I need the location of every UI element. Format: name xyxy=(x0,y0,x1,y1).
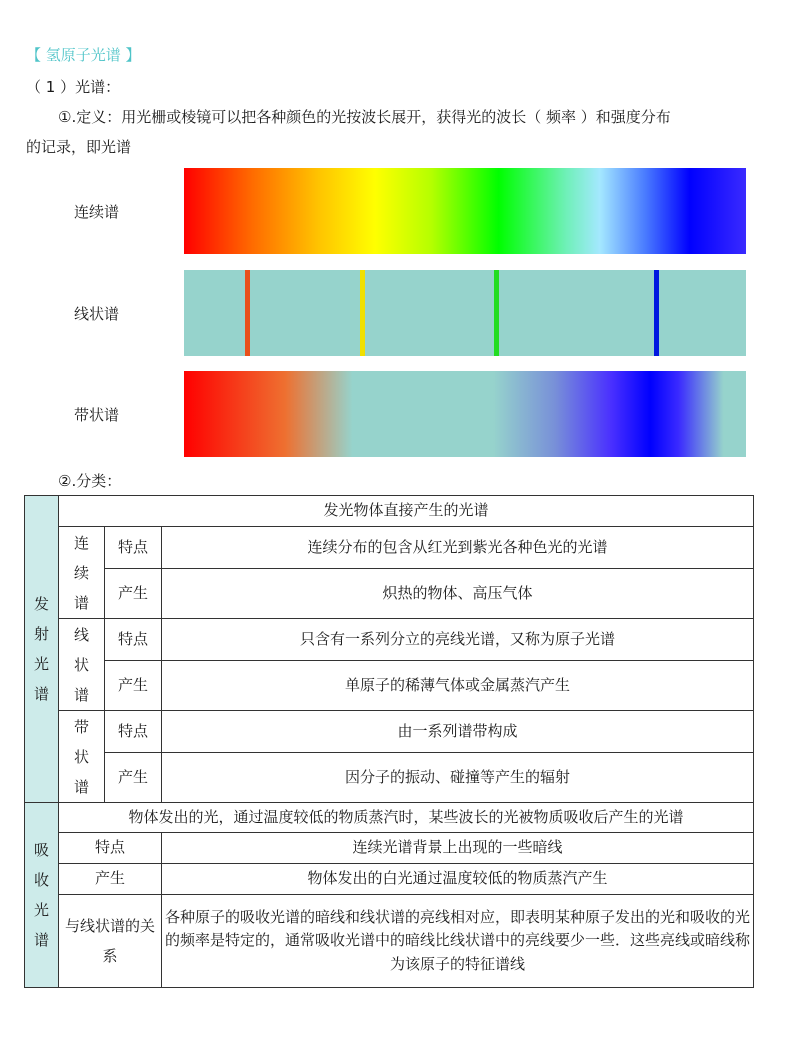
continuous-group-header: 连 续 谱 xyxy=(59,527,105,619)
band-spectrum-image xyxy=(184,371,746,457)
line-feature: 只含有一系列分立的亮线光谱，又称为原子光谱 xyxy=(162,619,754,661)
feature-label: 特点 xyxy=(105,619,162,661)
classification-title: ②.分类： xyxy=(58,472,122,490)
absorption-spectrum-header: 吸 收 光 谱 xyxy=(25,803,59,988)
continuous-spectrum-image xyxy=(184,168,746,254)
emission-line-red xyxy=(245,270,250,356)
absorption-source: 物体发出的白光通过温度较低的物质蒸汽产生 xyxy=(162,864,754,895)
definition-line-2: 的记录，即光谱 xyxy=(26,138,132,156)
continuous-feature: 连续分布的包含从红光到紫光各种色光的光谱 xyxy=(162,527,754,569)
absorption-feature: 连续光谱背景上出现的一些暗线 xyxy=(162,833,754,864)
subsection-title: （ 1 ）光谱： xyxy=(26,78,121,96)
emission-line-green xyxy=(494,270,499,356)
source-label: 产生 xyxy=(105,661,162,711)
source-label: 产生 xyxy=(59,864,162,895)
continuous-spectrum-label: 连续谱 xyxy=(74,203,120,221)
section-heading: 【 氢原子光谱 】 xyxy=(26,46,141,64)
relation-label: 与线状谱的关系 xyxy=(59,895,162,988)
line-source: 单原子的稀薄气体或金属蒸汽产生 xyxy=(162,661,754,711)
emission-spectrum-header: 发 射 光 谱 xyxy=(25,496,59,803)
absorption-description: 物体发出的光，通过温度较低的物质蒸汽时，某些波长的光被物质吸收后产生的光谱 xyxy=(59,803,754,833)
emission-description: 发光物体直接产生的光谱 xyxy=(59,496,754,527)
feature-label: 特点 xyxy=(59,833,162,864)
continuous-source: 炽热的物体、高压气体 xyxy=(162,569,754,619)
emission-line-blue xyxy=(654,270,659,356)
band-feature: 由一系列谱带构成 xyxy=(162,711,754,753)
absorption-relation: 各种原子的吸收光谱的暗线和线状谱的亮线相对应，即表明某种原子发出的光和吸收的光的频率是特定的，通常吸收光谱中的暗线比线状谱中的亮线要少一些．这些亮线或暗线称为该原子的特征谱线 xyxy=(162,895,754,988)
source-label: 产生 xyxy=(105,569,162,619)
feature-label: 特点 xyxy=(105,527,162,569)
spectrum-classification-table xyxy=(24,495,754,988)
band-spectrum-label: 带状谱 xyxy=(74,406,120,424)
line-group-header: 线 状 谱 xyxy=(59,619,105,711)
band-source: 因分子的振动、碰撞等产生的辐射 xyxy=(162,753,754,803)
source-label: 产生 xyxy=(105,753,162,803)
line-spectrum-label: 线状谱 xyxy=(74,305,120,323)
emission-line-yellow xyxy=(360,270,365,356)
band-group-header: 带 状 谱 xyxy=(59,711,105,803)
definition-line-1: ①.定义：用光栅或棱镜可以把各种颜色的光按波长展开，获得光的波长（ 频率 ）和强度分布 xyxy=(58,108,671,126)
feature-label: 特点 xyxy=(105,711,162,753)
line-spectrum-image xyxy=(184,270,746,356)
